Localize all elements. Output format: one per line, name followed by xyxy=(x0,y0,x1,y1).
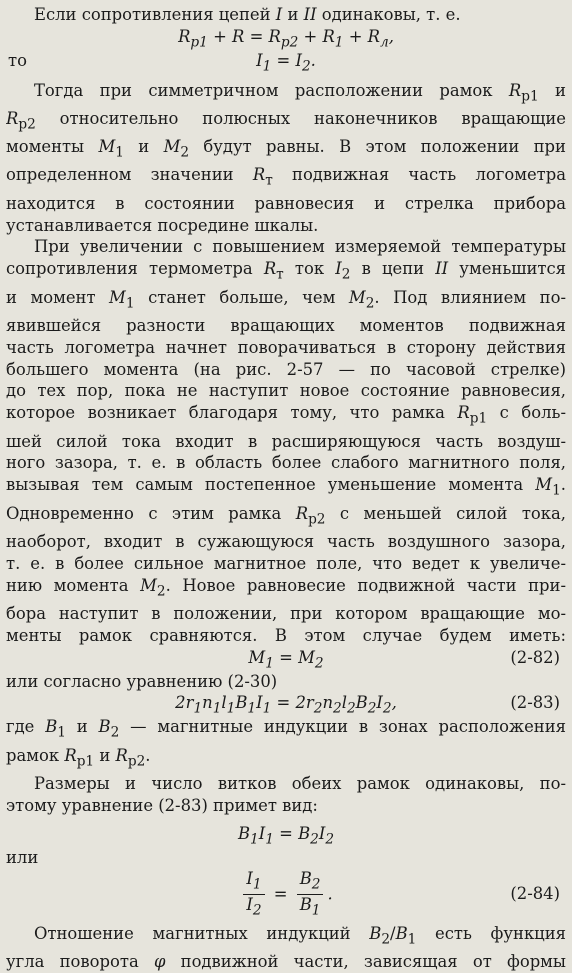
text-line: и момент $M_1$ станет больше, чем $M_2$. Под влиянием по- xyxy=(6,287,566,311)
equation-number: (2-84) xyxy=(510,883,560,903)
text-line: менты рамок сравняются. В этом случае будем иметь: xyxy=(6,625,566,645)
text-line: нию момента $M_2$. Новое равновесие подвижной части при- xyxy=(6,575,566,599)
text-line: Тогда при симметричном расположении рамок $R_{p1}$ и xyxy=(34,80,566,105)
text-line: Отношение магнитных индукций $B_2/B_1$ есть функция xyxy=(34,923,566,947)
text-line: часть логометра начнет поворачиваться в сторону действия xyxy=(6,337,566,357)
text-line: или xyxy=(6,847,39,867)
text-line: которое возникает благодаря тому, что рамка $R_{p1}$ с боль- xyxy=(6,403,566,427)
text-line: устанавливается посредине шкалы. xyxy=(6,215,319,235)
text-line: При увеличении с повышением измеряемой температуры xyxy=(34,237,566,257)
equation-2-82: $M_1 = M_2$ (2-82) xyxy=(248,647,560,671)
equation-2-83: $2r_1n_1l_1B_1I_1 = 2r_2n_2l_2B_2I_2$, (2-83) xyxy=(175,693,560,717)
text-line: большего момента (на рис. 2-57 — по часовой стрелке) xyxy=(6,359,566,379)
text-line: вызывая тем самым постепенное уменьшение момента $M_1$. xyxy=(6,475,566,499)
text-line: $R_{p2}$ относительно полюсных наконечников вращающие xyxy=(6,109,566,133)
equation-resistances: $R_{p1} + R = R_{p2} + R_1 + R_л$, xyxy=(178,26,394,51)
text-line: угла поворота φ подвижной части, зависящая от формы xyxy=(6,951,566,971)
text-line: бора наступит в положении, при котором вращающие мо- xyxy=(6,603,566,623)
text-line: Одновременно с этим рамка $R_{p2}$ с меньшей силой тока, xyxy=(6,503,566,527)
text-line: определенном значении $R_т$ подвижная часть логометра xyxy=(6,165,566,189)
fraction-induction: $\frac{B_2}{B_1}$ xyxy=(297,869,324,921)
text-line: где $B_1$ и $B_2$ — магнитные индукции в зонах расположения xyxy=(6,717,566,741)
equation-currents: то $I_1 = I_2$. xyxy=(8,50,316,75)
text-line: или согласно уравнению (2-30) xyxy=(6,671,278,691)
text-line: явившейся разности вращающих моментов подвижная xyxy=(6,315,566,335)
equation-number: (2-83) xyxy=(510,693,560,713)
text-line: этому уравнение (2-83) примет вид: xyxy=(6,795,318,815)
equation-2-84: $\frac{I_1}{I_2}$ = $\frac{B_2}{B_1}$ . (2-84) xyxy=(6,869,566,917)
fraction-current: $\frac{I_1}{I_2}$ xyxy=(243,869,264,921)
text-line: до тех пор, пока не наступит новое состояние равновесия, xyxy=(6,381,566,401)
text-line: сопротивления термометра $R_т$ ток $I_2$ в цепи II уменьшится xyxy=(6,259,566,283)
text-line: т. е. в более сильное магнитное поле, что ведет к увеличе- xyxy=(6,553,566,573)
text-line: наоборот, входит в сужающуюся часть воздушного зазора, xyxy=(6,531,566,551)
text-line: находится в состоянии равновесия и стрелка прибора xyxy=(6,193,566,213)
text-line: Размеры и число витков обеих рамок одинаковы, по- xyxy=(34,773,566,793)
text-line: ного зазора, т. е. в область более слабого магнитного поля, xyxy=(6,453,566,473)
text-line: шей силой тока входит в расширяющуюся часть воздуш- xyxy=(6,431,566,451)
text-line: рамок $R_{p1}$ и $R_{p2}$. xyxy=(6,745,151,769)
text-line: Если сопротивления цепей I и II одинаковы, т. е. xyxy=(34,5,461,24)
equation-b-i: $B_1I_1 = B_2I_2$ xyxy=(237,823,335,847)
text-line: моменты $M_1$ и $M_2$ будут равны. В этом положении при xyxy=(6,137,566,161)
equation-number: (2-82) xyxy=(510,647,560,667)
